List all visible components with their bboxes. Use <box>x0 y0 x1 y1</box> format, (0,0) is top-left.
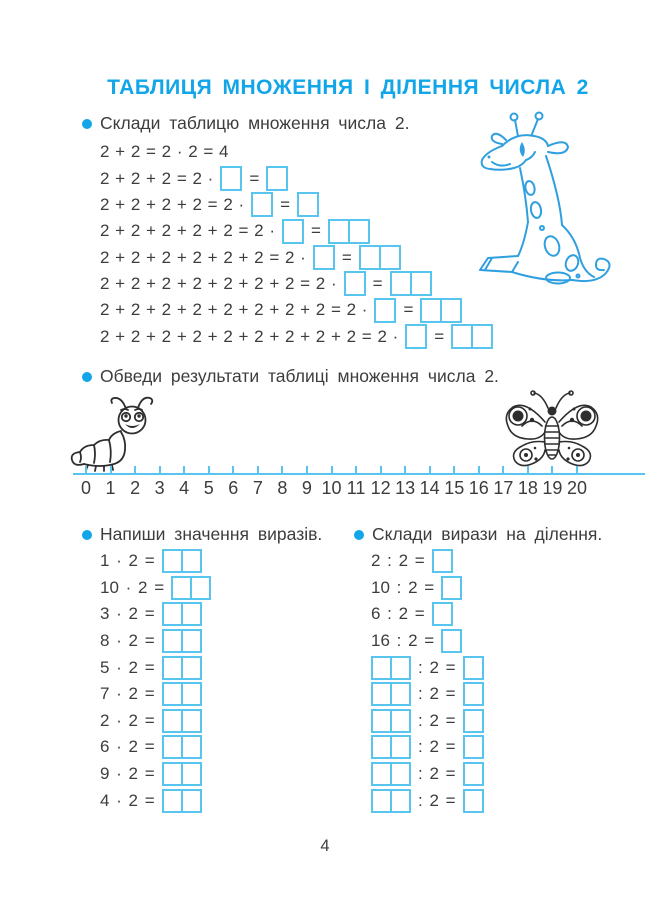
multiplication-item-row <box>100 601 211 628</box>
number-line-tick <box>208 466 210 475</box>
number-line-tick <box>478 466 480 475</box>
number-line-label: 5 <box>203 478 214 498</box>
answer-cell[interactable] <box>181 549 202 573</box>
answer-cell[interactable] <box>371 789 392 813</box>
answer-cell[interactable] <box>181 789 202 813</box>
answer-cell[interactable] <box>390 789 411 813</box>
quotient-answer-box <box>463 656 484 680</box>
factor-answer-box <box>220 166 242 191</box>
answer-cell[interactable] <box>190 576 211 600</box>
division-exercises-block <box>371 548 484 814</box>
multiplication-item-row <box>100 708 211 735</box>
exercise4-instruction: Склади вирази на ділення. <box>372 524 603 544</box>
answer-cell[interactable] <box>181 682 202 706</box>
factor-answer-box <box>313 245 335 270</box>
number-line-label: 17 <box>493 478 514 498</box>
number-line-label: 11 <box>346 478 366 498</box>
number-line-label: 3 <box>154 478 165 498</box>
factor-answer-box <box>405 324 427 349</box>
answer-cell[interactable] <box>162 735 183 759</box>
answer-cell[interactable] <box>371 709 392 733</box>
quotient-answer-box <box>463 709 484 733</box>
sum-expression-text: 2 + 2 + 2 + 2 + 2 + 2 + 2 + 2 + 2 = 2 · <box>100 326 399 346</box>
bullet-dot-icon <box>82 372 92 382</box>
expression-text: : 2 = <box>418 657 456 677</box>
sum-expression-text: 2 + 2 + 2 = 2 · <box>100 168 214 188</box>
multiplication-item-row <box>100 628 211 655</box>
answer-cell[interactable] <box>181 709 202 733</box>
number-line-tick <box>232 466 234 475</box>
quotient-answer-box <box>432 602 453 626</box>
value-answer-box <box>162 602 202 626</box>
answer-cell[interactable] <box>371 682 392 706</box>
quotient-answer-box <box>441 576 462 600</box>
expression-text: 4 · 2 = <box>100 790 155 810</box>
number-line-tick <box>134 466 136 475</box>
expression-text: : 2 = <box>418 710 456 730</box>
exercise1-instruction: Склади таблицю множення числа 2. <box>100 113 410 133</box>
sum-expression-text: 2 + 2 + 2 + 2 + 2 + 2 + 2 = 2 · <box>100 273 337 293</box>
number-line-tick <box>257 466 259 475</box>
division-given-row <box>371 628 484 655</box>
value-answer-box <box>162 762 202 786</box>
factor-answer-box <box>344 271 366 296</box>
product-answer-box <box>328 219 370 244</box>
solved-example-text: 2 + 2 = 2 · 2 = 4 <box>100 142 229 162</box>
answer-cell[interactable] <box>162 762 183 786</box>
multiplication-sum-row <box>100 271 493 297</box>
number-line-label: 9 <box>301 478 312 498</box>
answer-cell[interactable] <box>463 789 484 813</box>
expression-text: : 2 = <box>418 684 456 704</box>
answer-cell[interactable] <box>181 656 202 680</box>
product-answer-box <box>390 271 432 296</box>
answer-cell[interactable] <box>181 735 202 759</box>
answer-cell[interactable] <box>463 656 484 680</box>
number-line-label: 6 <box>228 478 239 498</box>
bullet-dot-icon <box>354 530 364 540</box>
multiplication-item-row <box>100 761 211 788</box>
answer-cell[interactable] <box>171 576 192 600</box>
page-number: 4 <box>320 837 330 855</box>
multiplication-solved-row <box>100 139 493 165</box>
exercise2-header <box>82 366 499 387</box>
answer-cell[interactable] <box>328 219 350 244</box>
dividend-answer-box <box>371 709 411 733</box>
division-blank-row <box>371 761 484 788</box>
answer-cell[interactable] <box>371 762 392 786</box>
quotient-answer-box <box>463 762 484 786</box>
answer-cell[interactable] <box>162 602 183 626</box>
dividend-answer-box <box>371 789 411 813</box>
expression-text: 16 : 2 = <box>371 631 435 651</box>
answer-cell[interactable] <box>181 602 202 626</box>
equals-sign: = <box>341 247 352 267</box>
multiplication-item-row <box>100 681 211 708</box>
number-line-label: 7 <box>252 478 263 498</box>
answer-cell[interactable] <box>432 549 453 573</box>
value-answer-box <box>162 789 202 813</box>
expression-text: : 2 = <box>418 764 456 784</box>
giraffe-illustration <box>472 110 624 295</box>
number-line-label: 4 <box>179 478 190 498</box>
number-line-label: 14 <box>419 478 440 498</box>
answer-cell[interactable] <box>390 762 411 786</box>
answer-cell[interactable] <box>463 709 484 733</box>
multiplication-item-row <box>100 654 211 681</box>
dividend-answer-box <box>371 735 411 759</box>
answer-cell[interactable] <box>359 245 381 270</box>
dividend-answer-box <box>371 682 411 706</box>
multiplication-item-row <box>100 575 211 602</box>
factor-answer-box <box>251 192 273 217</box>
answer-cell[interactable] <box>405 324 427 349</box>
number-line-tick <box>331 466 333 475</box>
expression-text: 5 · 2 = <box>100 657 155 677</box>
product-answer-box <box>420 298 462 323</box>
multiplication-sum-row <box>100 244 493 270</box>
expression-text: 1 · 2 = <box>100 551 155 571</box>
number-line-tick <box>306 466 308 475</box>
number-line-tick <box>576 466 578 475</box>
answer-cell[interactable] <box>374 298 396 323</box>
answer-cell[interactable] <box>390 656 411 680</box>
multiplication-sum-row <box>100 323 493 349</box>
bullet-dot-icon <box>82 530 92 540</box>
quotient-answer-box <box>432 549 453 573</box>
number-line-tick <box>380 466 382 475</box>
quotient-answer-box <box>463 735 484 759</box>
product-answer-box <box>451 324 493 349</box>
number-line-tick <box>355 466 357 475</box>
number-line-label: 20 <box>566 478 588 498</box>
factor-answer-box <box>374 298 396 323</box>
expression-text: : 2 = <box>418 790 456 810</box>
answer-cell[interactable] <box>162 629 183 653</box>
multiplication-sum-row <box>100 165 493 191</box>
number-line-label: 10 <box>321 478 342 498</box>
division-blank-row <box>371 734 484 761</box>
number-line-label: 13 <box>395 478 416 498</box>
equals-sign: = <box>403 300 414 320</box>
number-line-tick <box>110 466 112 475</box>
product-answer-box <box>297 192 319 217</box>
multiplication-item-row <box>100 548 211 575</box>
number-line-tick <box>502 466 504 475</box>
expression-text: : 2 = <box>418 737 456 757</box>
division-blank-row <box>371 787 484 814</box>
dividend-answer-box <box>371 762 411 786</box>
answer-cell[interactable] <box>432 602 453 626</box>
answer-cell[interactable] <box>162 682 183 706</box>
number-line-label: 0 <box>80 478 91 498</box>
expression-text: 2 · 2 = <box>100 710 155 730</box>
division-given-row <box>371 575 484 602</box>
division-blank-row <box>371 708 484 735</box>
caterpillar-illustration <box>66 393 190 475</box>
number-line-tick <box>453 466 455 475</box>
answer-cell[interactable] <box>463 762 484 786</box>
exercise3-header <box>82 524 322 545</box>
number-line-label: 1 <box>105 478 116 498</box>
sum-expression-text: 2 + 2 + 2 + 2 + 2 = 2 · <box>100 221 275 241</box>
value-answer-box <box>162 549 202 573</box>
answer-cell[interactable] <box>390 271 412 296</box>
number-line-tick <box>159 466 161 475</box>
equals-sign: = <box>249 168 260 188</box>
expression-text: 6 · 2 = <box>100 737 155 757</box>
exercise2-instruction: Обведи результати таблиці множення числа 2. <box>100 366 499 386</box>
value-answer-box <box>162 709 202 733</box>
multiplication-item-row <box>100 734 211 761</box>
answer-cell[interactable] <box>282 219 304 244</box>
answer-cell[interactable] <box>251 192 273 217</box>
division-given-row <box>371 601 484 628</box>
number-line-label: 2 <box>130 478 141 498</box>
number-line-tick <box>527 466 529 475</box>
answer-cell[interactable] <box>390 682 411 706</box>
answer-cell[interactable] <box>371 735 392 759</box>
answer-cell[interactable] <box>463 682 484 706</box>
answer-cell[interactable] <box>297 192 319 217</box>
page-title: ТАБЛИЦЯ МНОЖЕННЯ І ДІЛЕННЯ ЧИСЛА 2 <box>107 76 589 99</box>
expression-text: 9 · 2 = <box>100 764 155 784</box>
answer-cell[interactable] <box>463 735 484 759</box>
number-line-label: 18 <box>517 478 538 498</box>
quotient-answer-box <box>463 682 484 706</box>
answer-cell[interactable] <box>162 656 183 680</box>
sum-expression-text: 2 + 2 + 2 + 2 = 2 · <box>100 194 245 214</box>
answer-cell[interactable] <box>441 629 462 653</box>
multiplication-table-block <box>100 139 493 350</box>
answer-cell[interactable] <box>441 576 462 600</box>
division-blank-row <box>371 681 484 708</box>
answer-cell[interactable] <box>471 324 493 349</box>
number-line-label: 19 <box>542 478 563 498</box>
value-answer-box <box>162 682 202 706</box>
answer-cell[interactable] <box>390 735 411 759</box>
bullet-dot-icon <box>82 119 92 129</box>
value-answer-box <box>171 576 211 600</box>
number-line-tick <box>85 466 87 475</box>
answer-cell[interactable] <box>379 245 401 270</box>
expression-text: 10 : 2 = <box>371 577 435 597</box>
expression-text: 2 : 2 = <box>371 551 425 571</box>
exercise3-instruction: Напиши значення виразів. <box>100 524 323 544</box>
expression-text: 3 · 2 = <box>100 604 155 624</box>
multiplication-sum-row <box>100 218 493 244</box>
answer-cell[interactable] <box>390 709 411 733</box>
sum-expression-text: 2 + 2 + 2 + 2 + 2 + 2 = 2 · <box>100 247 306 267</box>
answer-cell[interactable] <box>162 709 183 733</box>
answer-cell[interactable] <box>181 762 202 786</box>
expression-text: 6 : 2 = <box>371 604 425 624</box>
division-given-row <box>371 548 484 575</box>
expression-text: 10 · 2 = <box>100 577 165 597</box>
answer-cell[interactable] <box>162 549 183 573</box>
butterfly-illustration <box>502 388 602 472</box>
value-answer-box <box>162 629 202 653</box>
number-line <box>73 466 645 500</box>
answer-cell[interactable] <box>181 629 202 653</box>
product-answer-box <box>359 245 401 270</box>
answer-cell[interactable] <box>440 298 462 323</box>
equals-sign: = <box>280 194 291 214</box>
equals-sign: = <box>434 326 445 346</box>
dividend-answer-box <box>371 656 411 680</box>
answer-cell[interactable] <box>162 789 183 813</box>
number-line-tick <box>281 466 283 475</box>
quotient-answer-box <box>441 629 462 653</box>
multiplication-exercises-block <box>100 548 211 814</box>
answer-cell[interactable] <box>451 324 473 349</box>
answer-cell[interactable] <box>420 298 442 323</box>
multiplication-item-row <box>100 787 211 814</box>
exercise4-header <box>354 524 602 545</box>
multiplication-sum-row <box>100 192 493 218</box>
number-line-label: 15 <box>444 478 465 498</box>
answer-cell[interactable] <box>410 271 432 296</box>
answer-cell[interactable] <box>344 271 366 296</box>
expression-text: 7 · 2 = <box>100 684 155 704</box>
number-line-label: 8 <box>277 478 288 498</box>
number-line-tick <box>183 466 185 475</box>
product-answer-box <box>266 166 288 191</box>
value-answer-box <box>162 735 202 759</box>
division-blank-row <box>371 654 484 681</box>
factor-answer-box <box>282 219 304 244</box>
exercise1-header <box>82 113 409 134</box>
number-line-tick <box>551 466 553 475</box>
quotient-answer-box <box>463 789 484 813</box>
value-answer-box <box>162 656 202 680</box>
answer-cell[interactable] <box>348 219 370 244</box>
equals-sign: = <box>372 273 383 293</box>
sum-expression-text: 2 + 2 + 2 + 2 + 2 + 2 + 2 + 2 = 2 · <box>100 300 368 320</box>
expression-text: 8 · 2 = <box>100 631 155 651</box>
answer-cell[interactable] <box>220 166 242 191</box>
number-line-tick <box>429 466 431 475</box>
answer-cell[interactable] <box>371 656 392 680</box>
number-line-label: 12 <box>370 478 391 498</box>
number-line-tick <box>404 466 406 475</box>
answer-cell[interactable] <box>313 245 335 270</box>
multiplication-sum-row <box>100 297 493 323</box>
answer-cell[interactable] <box>266 166 288 191</box>
equals-sign: = <box>310 221 321 241</box>
number-line-label: 16 <box>468 478 489 498</box>
